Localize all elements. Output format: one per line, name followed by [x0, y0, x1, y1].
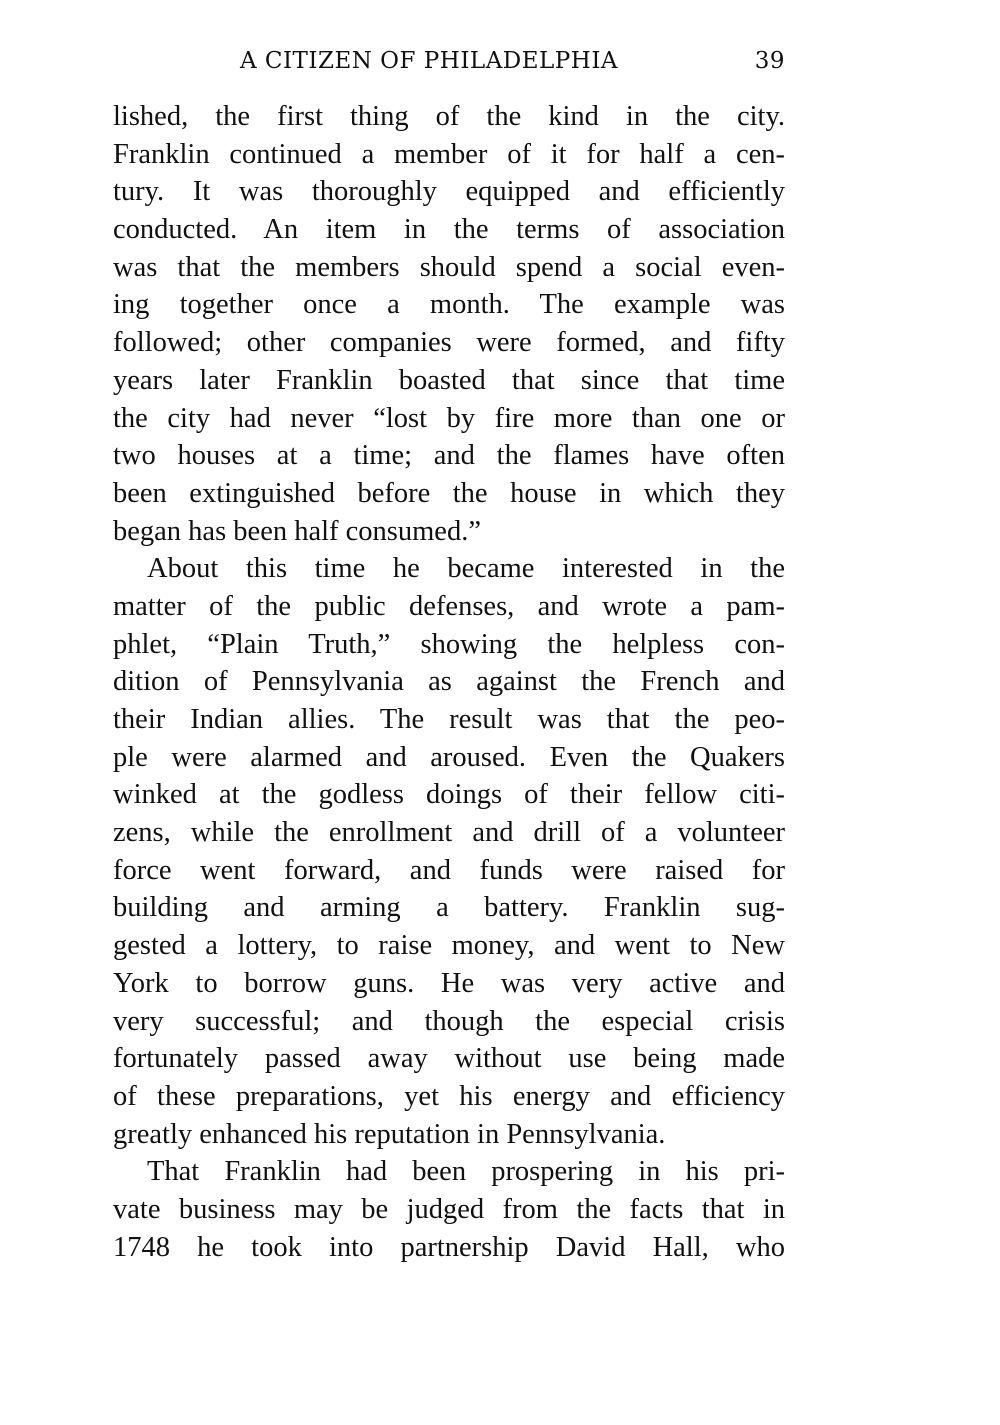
text-line: was that the members should spend a social even-: [113, 251, 785, 283]
text-line: York to borrow guns. He was very active and: [113, 967, 785, 999]
text-line: greatly enhanced his reputation in Pennsylvania.: [113, 1118, 666, 1150]
text-line: zens, while the enrollment and drill of a volunteer: [113, 817, 785, 849]
running-header: [113, 44, 785, 82]
text-line: two houses at a time; and the flames have often: [113, 440, 785, 472]
text-line: dition of Pennsylvania as against the French and: [113, 666, 785, 698]
page-number: 39: [754, 48, 785, 74]
paragraph: [113, 550, 785, 1153]
text-line: conducted. An item in the terms of association: [113, 214, 785, 246]
text-line: been extinguished before the house in which they: [113, 477, 785, 509]
text-line: of these preparations, yet his energy and efficiency: [113, 1080, 785, 1112]
text-line: That Franklin had been prospering in his pri-: [147, 1156, 785, 1188]
text-line: ing together once a month. The example was: [113, 289, 785, 321]
text-line: their Indian allies. The result was that the peo-: [113, 704, 785, 735]
text-line: years later Franklin boasted that since that time: [113, 364, 785, 396]
page-body: [113, 98, 785, 1266]
text-line: ple were alarmed and aroused. Even the Quakers: [113, 741, 785, 773]
text-line: began has been half consumed.”: [113, 515, 481, 547]
text-line: force went forward, and funds were raised for: [113, 854, 785, 886]
text-line: gested a lottery, to raise money, and went to New: [113, 930, 785, 962]
text-line: lished, the first thing of the kind in the city.: [113, 101, 785, 132]
text-line: building and arming a battery. Franklin sug-: [113, 892, 785, 924]
text-line: winked at the godless doings of their fellow citi-: [113, 779, 785, 811]
text-line: followed; other companies were formed, and fifty: [113, 327, 785, 359]
text-line: vate business may be judged from the facts that in: [113, 1193, 785, 1225]
text-line: 1748 he took into partnership David Hall, who: [113, 1231, 785, 1263]
text-line: very successful; and though the especial crisis: [113, 1005, 785, 1037]
text-line: About this time he became interested in the: [147, 553, 785, 585]
paragraph: [113, 98, 785, 550]
text-line: Franklin continued a member of it for half a cen-: [113, 138, 785, 170]
running-title: A CITIZEN OF PHILADELPHIA: [239, 48, 619, 74]
text-line: matter of the public defenses, and wrote a pam-: [113, 590, 785, 622]
paragraph: [113, 1153, 785, 1266]
text-line: phlet, “Plain Truth,” showing the helpless con-: [113, 628, 785, 660]
text-line: tury. It was thoroughly equipped and efficiently: [113, 176, 785, 208]
text-line: fortunately passed away without use being made: [113, 1043, 785, 1075]
text-line: the city had never “lost by fire more than one or: [113, 402, 785, 434]
